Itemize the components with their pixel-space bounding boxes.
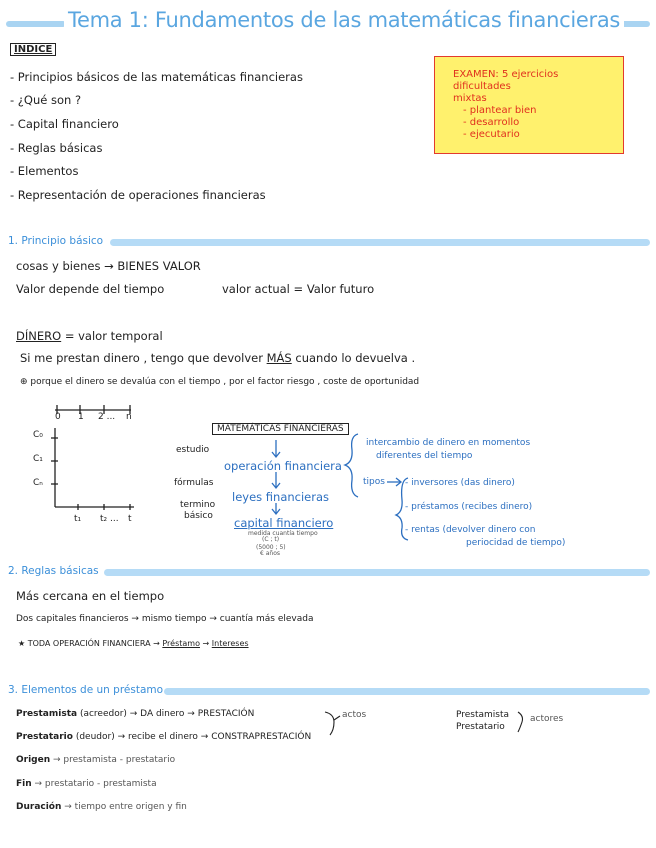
indice-label: ÍNDICE bbox=[10, 43, 56, 56]
section-heading-elementos bbox=[8, 684, 650, 698]
tipo-item: - inversores (das dinero) bbox=[405, 478, 515, 488]
exam-note-item: - desarrollo bbox=[463, 117, 520, 128]
elemento-definition: (deudor) → recibe el dinero → CONSTRAPRESTACIÓN bbox=[72, 732, 312, 742]
flow-label-formulas: fórmulas bbox=[174, 478, 214, 488]
dinero-line bbox=[16, 329, 163, 343]
actores-label: actores bbox=[530, 714, 564, 724]
indice-item: - Elementos bbox=[10, 164, 79, 178]
capital-note: medida cuantía tiempo bbox=[248, 530, 318, 537]
flow-label-basico: básico bbox=[184, 511, 213, 521]
indice-item: - Capital financiero bbox=[10, 117, 119, 131]
elemento-origen bbox=[16, 755, 175, 765]
flow-arrowhead bbox=[272, 483, 280, 488]
flow-brace bbox=[345, 434, 358, 497]
flow-node-leyes: leyes financieras bbox=[232, 490, 330, 504]
flow-arrowhead bbox=[272, 509, 280, 514]
timeline-time-label: t bbox=[128, 514, 132, 524]
section-heading-bar bbox=[164, 688, 650, 695]
regla-capitales: Dos capitales financieros → mismo tiempo → cuantía más elevada bbox=[16, 614, 314, 624]
intereses-word: Intereses bbox=[211, 639, 249, 648]
devolver-line bbox=[20, 351, 415, 365]
capital-note: € años bbox=[260, 550, 281, 557]
elemento-duracion bbox=[16, 802, 187, 812]
timeline-tick-label: 2 ... bbox=[98, 412, 116, 422]
regla-cercana: Más cercana en el tiempo bbox=[16, 589, 165, 603]
dinero-definition: = valor temporal bbox=[61, 329, 163, 343]
tipo-item: - préstamos (recibes dinero) bbox=[405, 502, 533, 512]
timeline-tick-label: 0 bbox=[55, 412, 61, 422]
elemento-term: Duración bbox=[16, 802, 62, 812]
indice-item: - Reglas básicas bbox=[10, 141, 103, 155]
timeline-time-label: t₂ ... bbox=[100, 514, 119, 524]
timeline-capital-label: C₁ bbox=[33, 454, 43, 464]
exam-note-item: - plantear bien bbox=[463, 105, 537, 116]
page-title-banner bbox=[6, 8, 650, 38]
side-prestamista: Prestamista bbox=[456, 710, 510, 720]
elemento-definition: → prestatario - prestamista bbox=[31, 779, 157, 789]
section-heading-bar bbox=[104, 569, 650, 576]
bienes-line: cosas y bienes → BIENES VALOR bbox=[16, 259, 201, 273]
tipo-item: periocidad de tiempo) bbox=[466, 538, 566, 548]
elemento-prestatario bbox=[16, 732, 311, 742]
elemento-fin bbox=[16, 779, 157, 789]
actos-connector bbox=[334, 716, 340, 720]
section-heading-principio bbox=[8, 235, 650, 249]
timeline-capital-label: C₀ bbox=[33, 430, 43, 440]
section-heading-label: 3. Elementos de un préstamo bbox=[8, 684, 164, 696]
section-heading-reglas bbox=[8, 565, 650, 579]
flow-header-box: MATEMÁTICAS FINANCIERAS bbox=[212, 423, 349, 435]
tipos-arrowhead bbox=[396, 478, 401, 486]
indice-item: - Principios básicos de las matemáticas financieras bbox=[10, 70, 303, 84]
valor-equation-text: valor actual = Valor futuro bbox=[222, 282, 375, 296]
title-bar-left bbox=[6, 21, 66, 27]
exam-note-item: - ejecutario bbox=[463, 129, 520, 140]
capital-note: (C ; t) bbox=[262, 536, 280, 543]
prestamo-word: Préstamo bbox=[162, 639, 200, 648]
flow-label-estudio: estudio bbox=[176, 445, 210, 455]
timeline-tick-label: n bbox=[126, 412, 132, 422]
devolver-text-b: cuando lo devuelva . bbox=[291, 351, 416, 365]
flow-arrowhead bbox=[272, 452, 280, 457]
timeline-time-label: t₁ bbox=[74, 514, 82, 524]
regla-operacion bbox=[18, 639, 249, 648]
elemento-prestamista bbox=[16, 709, 254, 719]
flow-node-operacion: operación financiera bbox=[224, 459, 342, 473]
elemento-term: Prestatario bbox=[16, 732, 73, 742]
actores-brace bbox=[518, 712, 523, 732]
devolver-text-a: Si me prestan dinero , tengo que devolver bbox=[20, 351, 267, 365]
timeline-capital-label: Cₙ bbox=[33, 478, 43, 488]
tipos-label: tipos bbox=[363, 477, 385, 487]
elemento-term: Fin bbox=[16, 779, 32, 789]
flow-node-capital: capital financiero bbox=[234, 516, 334, 530]
page-title: Tema 1: Fundamentos de las matemáticas financieras bbox=[64, 8, 624, 32]
actos-brace bbox=[325, 712, 334, 735]
capital-note: (5000 ; 5) bbox=[256, 544, 286, 551]
elemento-definition: → tiempo entre origen y fin bbox=[61, 802, 187, 812]
regla-operacion-text: ★ TODA OPERACIÓN FINANCIERA → bbox=[18, 639, 163, 648]
elemento-term: Prestamista bbox=[16, 709, 78, 719]
elemento-definition: → prestamista - prestatario bbox=[50, 755, 176, 765]
exam-note bbox=[434, 56, 624, 154]
actos-label: actos bbox=[342, 710, 367, 720]
elemento-definition: (acreedor) → DA dinero → PRESTACIÓN bbox=[77, 709, 255, 719]
indice-item: - ¿Qué son ? bbox=[10, 93, 82, 107]
exam-note-subtitle: mixtas bbox=[453, 93, 487, 104]
timeline-tick-label: 1 bbox=[78, 412, 84, 422]
intercambio-text: intercambio de dinero en momentos bbox=[366, 438, 531, 448]
flow-label-termino: termino bbox=[180, 500, 216, 510]
tipo-item: - rentas (devolver dinero con bbox=[405, 525, 536, 535]
elemento-term: Origen bbox=[16, 755, 51, 765]
side-prestatario: Prestatario bbox=[456, 722, 505, 732]
dinero-word: DÍNERO bbox=[16, 329, 62, 343]
section-heading-bar bbox=[110, 239, 650, 246]
exam-note-title: EXAMEN: 5 ejercicios dificultades bbox=[453, 69, 559, 92]
mas-word: MÁS bbox=[266, 351, 292, 365]
indice-item: - Representación de operaciones financieras bbox=[10, 188, 266, 202]
razon-note: ⊕ porque el dinero se devalúa con el tiempo , por el factor riesgo , coste de oportunidad bbox=[20, 377, 420, 387]
intercambio-text: diferentes del tiempo bbox=[376, 451, 473, 461]
section-heading-label: 1. Principio básico bbox=[8, 235, 104, 247]
valor-tiempo-text: Valor depende del tiempo bbox=[16, 282, 165, 296]
section-heading-label: 2. Reglas básicas bbox=[8, 565, 99, 577]
regla-arrow: → bbox=[199, 639, 212, 648]
